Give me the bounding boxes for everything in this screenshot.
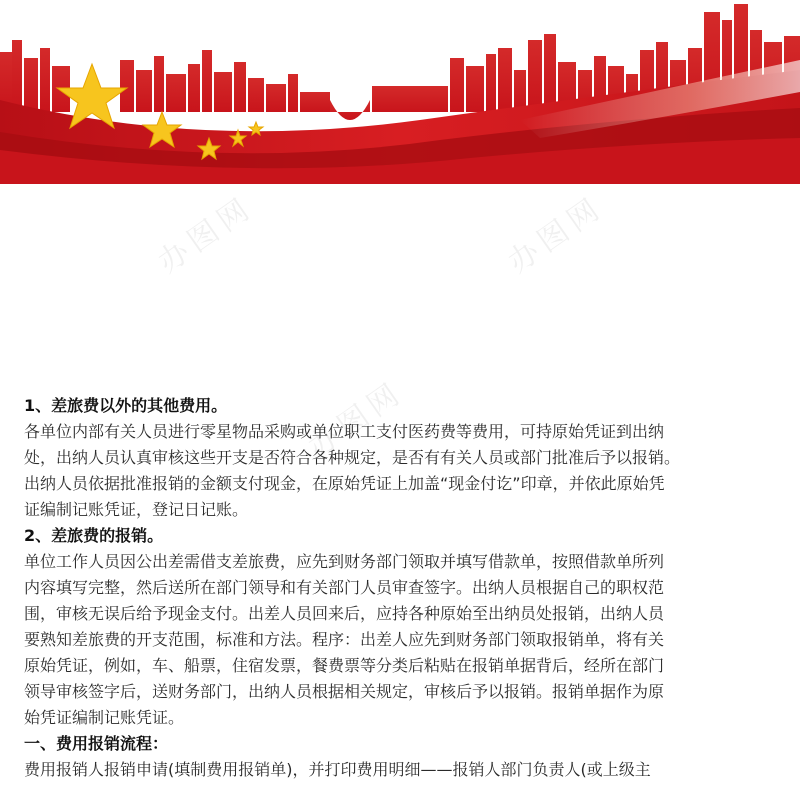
watermark-2: 办图网: [501, 189, 611, 281]
banner-graphic: [0, 0, 800, 184]
paragraph-line: 围，审核无误后给予现金支付。出差人员回来后，应持各种原始至出纳员处报销，出纳人员: [24, 604, 665, 623]
paragraph-line: 始凭证编制记账凭证。: [24, 708, 185, 727]
paragraph-line: 要熟知差旅费的开支范围，标准和方法。程序：出差人应先到财务部门领取报销单，将有关: [24, 630, 665, 649]
paragraph-line: 各单位内部有关人员进行零星物品采购或单位职工支付医药费等费用，可持原始凭证到出纳: [24, 422, 665, 441]
watermark-1: 办图网: [151, 189, 261, 281]
paragraph-line: 领导审核签字后，送财务部门，出纳人员根据相关规定，审核后予以报销。报销单据作为原: [24, 682, 665, 701]
watermark-3: 办图网: [301, 374, 411, 466]
section-heading-1: 1、差旅费以外的其他费用。: [24, 396, 228, 415]
document-body: [24, 393, 784, 783]
section-heading-2: 2、差旅费的报销。: [24, 526, 164, 545]
section-heading-3: 一、费用报销流程：: [24, 734, 169, 753]
paragraph-line: 原始凭证，例如，车、船票，住宿发票，餐费票等分类后粘贴在报销单据背后，经所在部门: [24, 656, 665, 675]
paragraph-line: 单位工作人员因公出差需借支差旅费，应先到财务部门领取并填写借款单，按照借款单所列: [24, 552, 665, 571]
paragraph-line: 费用报销人报销申请(填制费用报销单)，并打印费用明细——报销人部门负责人(或上级主: [24, 760, 651, 779]
header-banner: [0, 0, 800, 184]
paragraph-line: 处，出纳人员认真审核这些开支是否符合各种规定，是否有有关人员或部门批准后予以报销。: [24, 448, 681, 467]
paragraph-line: 内容填写完整，然后送所在部门领导和有关部门人员审查签字。出纳人员根据自己的职权范: [24, 578, 665, 597]
paragraph-line: 证编制记账凭证，登记日记账。: [24, 500, 249, 519]
paragraph-line: 出纳人员依据批准报销的金额支付现金，在原始凭证上加盖“现金付讫”印章，并依此原始凭: [24, 474, 665, 493]
